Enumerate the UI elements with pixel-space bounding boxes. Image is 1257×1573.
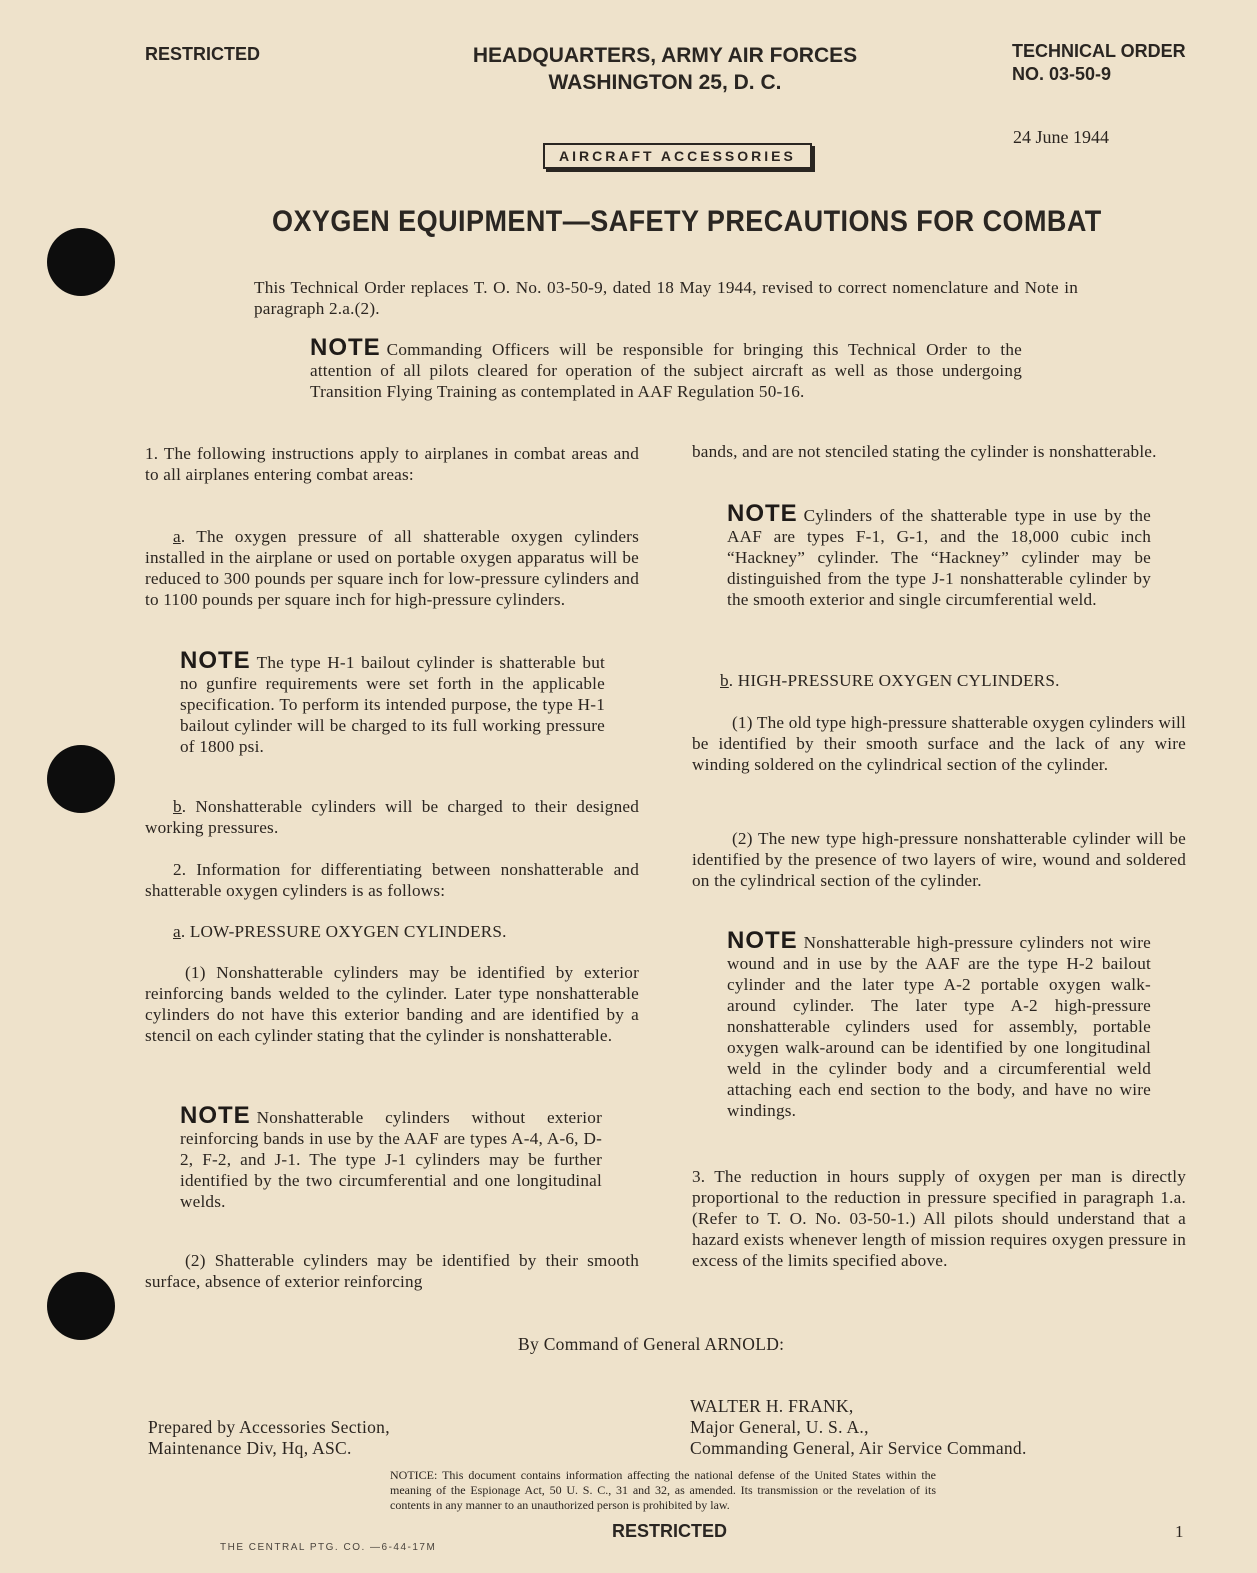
note-label: NOTE <box>180 1102 251 1129</box>
technical-order-number <box>1012 40 1186 86</box>
note-nonshatterable <box>180 1102 602 1212</box>
prepared-line2: Maintenance Div, Hq, ASC. <box>148 1438 352 1458</box>
document-title: OXYGEN EQUIPMENT—SAFETY PRECAUTIONS FOR COMBAT <box>272 205 1102 238</box>
note-text: The type H-1 bailout cylinder is shatterable but no gunfire requirements were set forth in the applicable specification. To perform its intended purpose, the type H-1 bailout cylinder will be charged to its full working pressure of 1800 psi. <box>180 653 605 756</box>
prepared-by <box>148 1417 390 1459</box>
note-text: Nonshatterable high-pressure cylinders not wire wound and in use by the AAF are the type H-2 bailout cylinder and the later type A-2 portable oxygen walk-around cylinder. The later type A-2 high-pressure nonshatterable cylinders used for assembly, portable oxygen walk-around can be identified by one longitudinal weld in the cylinder body and a circumferential weld attaching each end section to the body, and have no wire windings. <box>727 933 1151 1120</box>
note-text: Commanding Officers will be responsible for bringing this Technical Order to the attention of all pilots cleared for operation of the subject aircraft as well as those undergoing Transition Flying Training as contemplated in AAF Regulation 50-16. <box>310 340 1022 401</box>
document-date: 24 June 1944 <box>1013 127 1109 147</box>
note-label: NOTE <box>180 647 251 674</box>
signature-block <box>690 1396 1027 1459</box>
note-label: NOTE <box>727 500 798 527</box>
label: b <box>720 671 729 690</box>
note-shatterable <box>727 500 1151 610</box>
prepared-line1: Prepared by Accessories Section, <box>148 1417 390 1437</box>
paragraph-1b <box>145 796 639 838</box>
paragraph-2a2-cont: bands, and are not stenciled stating the cylinder is nonshatterable. <box>692 442 1157 461</box>
org-line2: WASHINGTON 25, D. C. <box>548 71 782 94</box>
note-label: NOTE <box>727 927 798 954</box>
text: . LOW-PRESSURE OXYGEN CYLINDERS. <box>180 922 507 941</box>
label: a <box>173 527 181 546</box>
top-note <box>310 334 1022 402</box>
paragraph-2: 2. Information for differentiating between nonshatterable and shatterable oxygen cylinders is as follows: <box>145 860 639 900</box>
category-box: AIRCRAFT ACCESSORIES <box>543 143 812 169</box>
classification-top: RESTRICTED <box>145 44 261 64</box>
signer-name: WALTER H. FRANK, <box>690 1396 854 1416</box>
to-label: TECHNICAL ORDER <box>1012 41 1186 61</box>
paragraph-2a1: (1) Nonshatterable cylinders may be identified by exterior reinforcing bands welded to the cylinder. Later type nonshatterable cylinders do not have this exterior banding and are identified by a stencil on each cylinder stating that the cylinder is nonshatterable. <box>145 963 639 1045</box>
paragraph-2b <box>720 670 1180 691</box>
page-number: 1 <box>1175 1522 1184 1541</box>
signer-position: Commanding General, Air Service Command. <box>690 1438 1027 1458</box>
paragraph-2b1: (1) The old type high-pressure shatterable oxygen cylinders will be identified by their smooth surface and the lack of any wire winding soldered on the cylindrical section of the cylinder. <box>692 713 1186 774</box>
paragraph-1: 1. The following instructions apply to airplanes in combat areas and to all airplanes entering combat areas: <box>145 444 639 484</box>
binder-hole <box>47 228 115 296</box>
note-high-pressure <box>727 927 1151 1121</box>
paragraph-3: 3. The reduction in hours supply of oxygen per man is directly proportional to the reduction in pressure specified in paragraph 1.a. (Refer to T. O. No. 03-50-1.) All pilots should understand that a hazard exists whenever length of mission requires oxygen pressure in excess of the limits specified above. <box>692 1167 1186 1270</box>
command-line: By Command of General ARNOLD: <box>518 1334 785 1354</box>
org-heading <box>440 42 890 96</box>
note-text: Nonshatterable cylinders without exterior reinforcing bands in use by the AAF are types A-4, A-6, D-2, F-2, and J-1. The type J-1 cylinders may be further identified by the two circumferential and one longitudinal welds. <box>180 1108 602 1211</box>
note-h1 <box>180 647 605 757</box>
paragraph-2a <box>173 921 643 942</box>
signer-rank: Major General, U. S. A., <box>690 1417 869 1437</box>
text: . HIGH-PRESSURE OXYGEN CYLINDERS. <box>728 671 1060 690</box>
org-line1: HEADQUARTERS, ARMY AIR FORCES <box>472 44 858 67</box>
binder-hole <box>47 1272 115 1340</box>
note-label: NOTE <box>310 334 381 361</box>
classification-bottom: RESTRICTED <box>612 1521 728 1541</box>
note-text: Cylinders of the shatterable type in use by the AAF are types F-1, G-1, and the 18,000 cubic inch “Hackney” cylinder. The “Hackney” cylinder may be distinguished from the type J-1 nonshatterable cylinder by the smooth exterior and single circumferential weld. <box>727 506 1151 609</box>
label: a <box>173 922 181 941</box>
to-number: NO. 03-50-9 <box>1012 64 1112 84</box>
paragraph-2a2: (2) Shatterable cylinders may be identified by their smooth surface, absence of exterior reinforcing <box>145 1251 639 1291</box>
intro-paragraph: This Technical Order replaces T. O. No. 03-50-9, dated 18 May 1944, revised to correct nomenclature and Note in paragraph 2.a.(2). <box>254 278 1078 318</box>
paragraph-2b2: (2) The new type high-pressure nonshatterable cylinder will be identified by the presence of two layers of wire, wound and soldered on the cylindrical section of the cylinder. <box>692 829 1186 890</box>
printer-line: THE CENTRAL PTG. CO. —6-44-17M <box>220 1542 437 1553</box>
label: b <box>173 797 182 816</box>
text: . The oxygen pressure of all shatterable oxygen cylinders installed in the airplane or used on portable oxygen apparatus will be reduced to 300 pounds per square inch for low-pressure cylinders and to 1100 pounds per square inch for high-pressure cylinders. <box>145 527 639 609</box>
paragraph-1a <box>145 526 639 610</box>
text: . Nonshatterable cylinders will be charged to their designed working pressures. <box>145 797 639 837</box>
security-notice: NOTICE: This document contains information affecting the national defense of the United States within the meaning of the Espionage Act, 50 U. S. C., 31 and 32, as amended. Its transmission or the revelation of its contents in any manner to an unauthorized person is prohibited by law. <box>390 1468 936 1512</box>
binder-hole <box>47 745 115 813</box>
